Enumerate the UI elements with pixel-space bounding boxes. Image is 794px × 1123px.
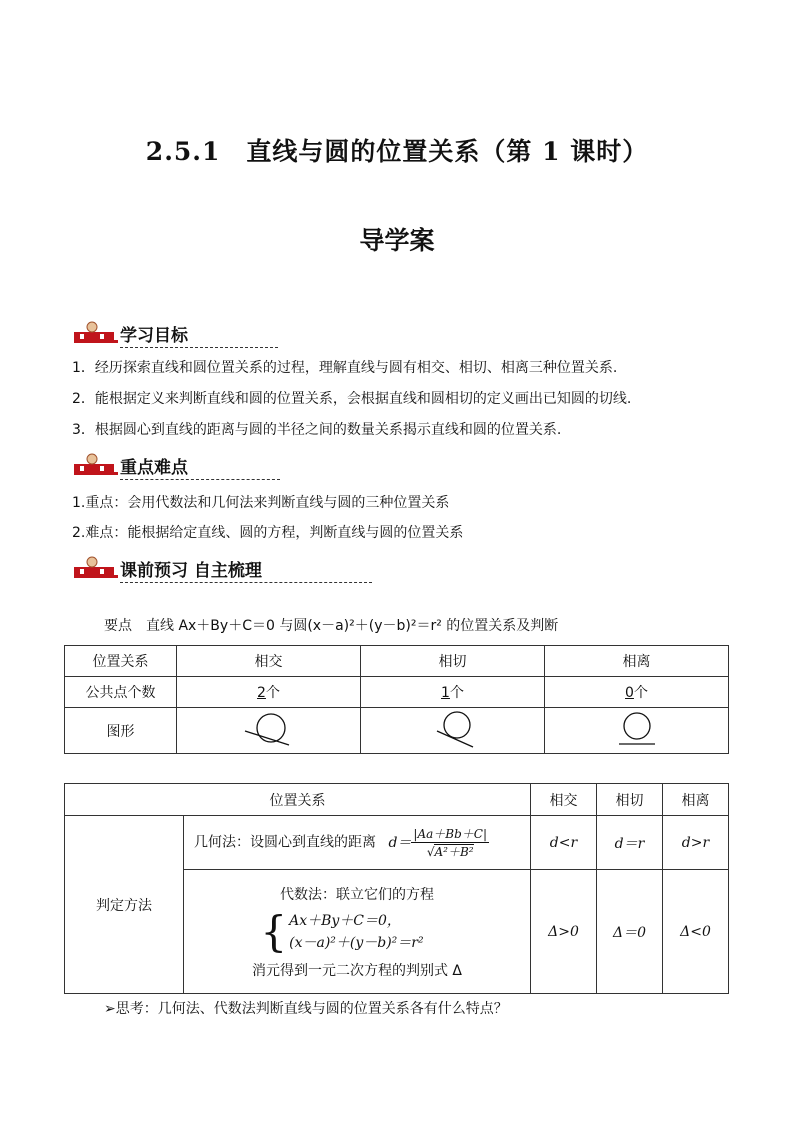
pencil-hand-icon [72, 320, 120, 348]
algebraic-intersect: Δ>0 [531, 870, 597, 994]
formula-denominator: A²＋B² [434, 845, 474, 859]
key-point: 要点 直线 Ax＋By＋C＝0 与圆(x－a)²＋(y－b)²＝r² 的位置关系及判断 [104, 618, 559, 634]
table2-header-separate: 相离 [663, 784, 729, 816]
algebraic-text: 代数法：联立它们的方程 [280, 886, 434, 903]
algebraic-text-2: 消元得到一元二次方程的判别式 Δ [251, 962, 463, 979]
table2-header-tangent: 相切 [597, 784, 663, 816]
geometric-tangent: d＝r [597, 816, 663, 870]
table1-header-separate: 相离 [545, 646, 729, 677]
intersect-figure-icon [239, 709, 299, 749]
algebraic-separate: Δ<0 [663, 870, 729, 994]
relation-table [64, 645, 729, 754]
key-item-1: 1.重点：会用代数法和几何法来判断直线与圆的三种位置关系 [72, 495, 450, 511]
equation-system: { Ax＋By＋C＝0， (x－a)²＋(y－b)²＝r² [260, 906, 424, 956]
algebraic-method [184, 870, 531, 994]
method-table [64, 783, 729, 994]
section-header-goals [72, 318, 188, 348]
pencil-hand-icon [72, 555, 120, 583]
geometric-separate: d>r [663, 816, 729, 870]
table1-header-intersect: 相交 [177, 646, 361, 677]
equation-1: Ax＋By＋C＝0， [289, 912, 401, 929]
table1-points-separate: 0个 [545, 677, 729, 708]
page-title: 2.5.1 直线与圆的位置关系（第 1 课时） [145, 137, 649, 166]
section-header-preview [72, 553, 262, 583]
section-title-preview: 课前预习 自主梳理 [120, 561, 262, 581]
geometric-intersect: d<r [531, 816, 597, 870]
key-item-2: 2.难点：能根据给定直线、圆的方程，判断直线与圆的位置关系 [72, 525, 464, 541]
table1-points-tangent: 1个 [361, 677, 545, 708]
tangent-figure-icon [423, 709, 483, 749]
section-header-key [72, 450, 188, 480]
separate-figure-icon [607, 709, 667, 749]
table1-label-figure: 图形 [65, 708, 177, 754]
figure-tangent [361, 708, 545, 754]
figure-intersect [177, 708, 361, 754]
formula-numerator: |Aa＋Bb＋C| [413, 827, 488, 841]
table1-header-relation: 位置关系 [65, 646, 177, 677]
pencil-hand-icon [72, 452, 120, 480]
think-question: ➢思考：几何法、代数法判断直线与圆的位置关系各有什么特点？ [104, 1001, 508, 1017]
algebraic-tangent: Δ＝0 [597, 870, 663, 994]
table2-header-intersect: 相交 [531, 784, 597, 816]
table1-header-tangent: 相切 [361, 646, 545, 677]
section-title-goals: 学习目标 [120, 326, 188, 346]
section-title-key: 重点难点 [120, 458, 188, 478]
goal-item-2: 2．能根据定义来判断直线和圆的位置关系，会根据直线和圆相切的定义画出已知圆的切线. [72, 391, 632, 407]
table1-points-intersect: 2个 [177, 677, 361, 708]
equation-2: (x－a)²＋(y－b)²＝r² [289, 934, 424, 951]
figure-separate [545, 708, 729, 754]
geometric-method: 几何法：设圆心到直线的距离 d＝ $\frac{|Aa+Bb+C|}{\text{√A²＋B²}}$ [184, 816, 531, 870]
goal-item-1: 1．经历探索直线和圆位置关系的过程，理解直线与圆有相交、相切、相离三种位置关系. [72, 360, 618, 376]
method-label: 判定方法 [65, 816, 184, 994]
goal-item-3: 3．根据圆心到直线的距离与圆的半径之间的数量关系揭示直线和圆的位置关系. [72, 422, 562, 438]
page-subtitle: 导学案 [359, 226, 435, 255]
table1-label-points: 公共点个数 [65, 677, 177, 708]
table2-header-relation: 位置关系 [65, 784, 531, 816]
